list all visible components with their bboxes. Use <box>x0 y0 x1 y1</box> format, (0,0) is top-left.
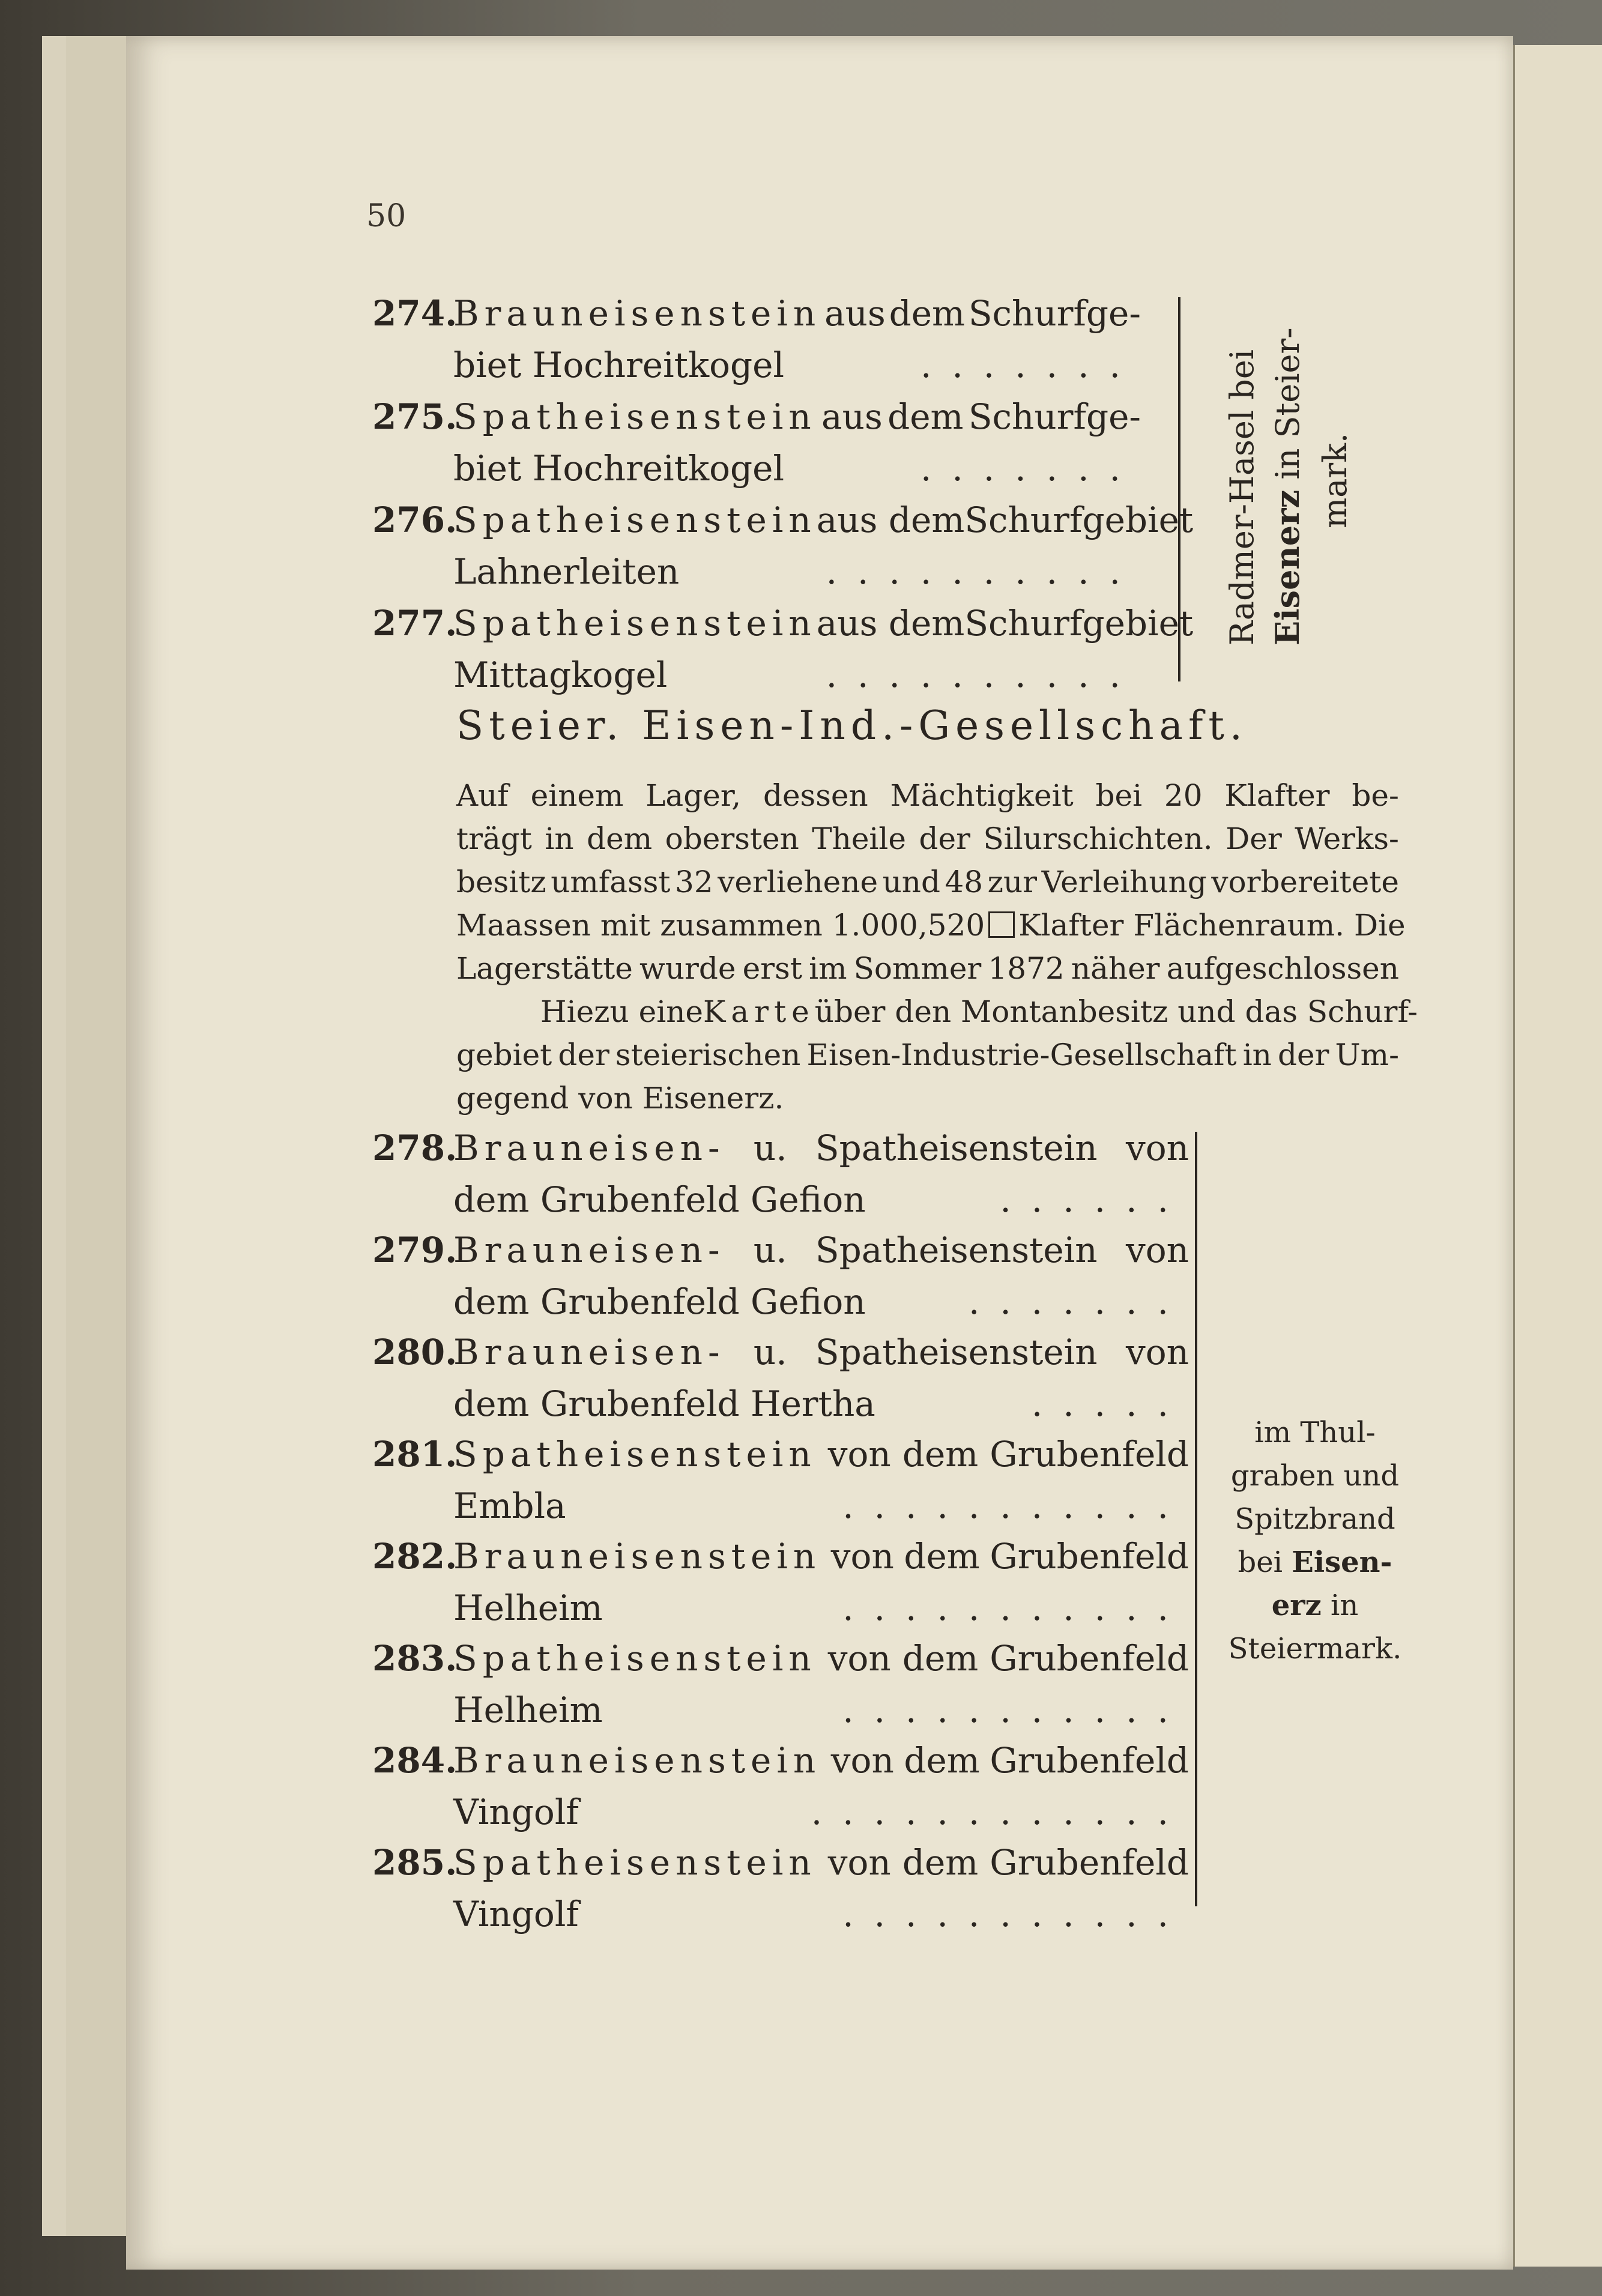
section-heading: Steier. Eisen-Ind.-Gesellschaft. <box>456 702 1248 749</box>
entry-locality: biet Hochreitkogel ....... <box>453 345 1141 385</box>
entry-description: Spatheisenstein aus dem Schurfgebiet <box>453 603 1194 644</box>
specimen-entry <box>372 1123 1189 1226</box>
entry-locality: dem Grubenfeld Gefion ...... <box>453 1179 1189 1220</box>
specimen-entry <box>372 495 1194 598</box>
entry-description: Brauneisenstein von dem Grubenfeld <box>453 1536 1189 1577</box>
entry-number: 280. <box>372 1332 458 1373</box>
entry-number: 282. <box>372 1536 458 1577</box>
specimen-entry <box>372 1327 1189 1430</box>
entry-locality: dem Grubenfeld Gefion ....... <box>453 1281 1189 1322</box>
entry-number: 277. <box>372 603 458 644</box>
specimen-entry <box>372 288 1141 391</box>
specimen-entry <box>372 391 1141 495</box>
entry-description: Spatheisenstein von dem Grubenfeld <box>453 1434 1189 1475</box>
location-label: mark. <box>1316 432 1354 528</box>
paragraph-line: Auf einem Lager, dessen Mächtigkeit bei 20 Klafter be- <box>456 778 1399 813</box>
entry-description: Brauneisen- u. Spatheisenstein von <box>453 1332 1189 1373</box>
entry-number: 283. <box>372 1638 458 1679</box>
facing-page-edge <box>1513 45 1602 2267</box>
location-label: Eisenerz in Steier- <box>1268 327 1307 645</box>
entry-description: Spatheisenstein aus dem Schurfge- <box>453 396 1141 437</box>
entry-description: Spatheisenstein aus dem Schurfgebiet <box>453 500 1194 540</box>
specimen-entry <box>372 1633 1189 1736</box>
entry-description: Brauneisenstein aus dem Schurfge- <box>453 293 1141 334</box>
entry-number: 279. <box>372 1230 458 1270</box>
specimen-entry <box>372 1735 1189 1838</box>
specimen-entry <box>372 1837 1189 1941</box>
entry-locality: biet Hochreitkogel ....... <box>453 448 1141 489</box>
location-label: Radmer-Hasel bei <box>1223 349 1261 645</box>
specimen-entry <box>372 1429 1189 1532</box>
entry-number: 274. <box>372 293 458 334</box>
entry-description: Brauneisenstein von dem Grubenfeld <box>453 1740 1189 1781</box>
entry-description: Brauneisen- u. Spatheisenstein von <box>453 1128 1189 1168</box>
square-symbol-icon <box>988 911 1015 938</box>
entry-locality: Vingolf ............ <box>453 1792 1189 1832</box>
entry-number: 281. <box>372 1434 458 1475</box>
entry-number: 275. <box>372 396 458 437</box>
entry-description: Brauneisen- u. Spatheisenstein von <box>453 1230 1189 1270</box>
entry-locality: Helheim ........... <box>453 1588 1189 1628</box>
paragraph-line: besitz umfasst 32 verliehene und 48 zur Verleihung vorbereitete <box>456 865 1399 899</box>
entry-description: Spatheisenstein von dem Grubenfeld <box>453 1842 1189 1883</box>
location-note: im Thul- graben und Spitzbrand bei Eisen- erz in Steiermark. <box>1228 1416 1402 1666</box>
paragraph-line: gegend von Eisenerz. <box>456 1081 784 1116</box>
entry-locality: Helheim ........... <box>453 1690 1189 1730</box>
group-bracket <box>1195 1132 1197 1906</box>
paragraph-line: Lagerstätte wurde erst im Sommer 1872 näher aufgeschlossen <box>456 951 1399 986</box>
entry-locality: dem Grubenfeld Hertha ..... <box>453 1383 1189 1424</box>
paragraph-line: Hiezu eine Karte über den Montanbesitz und das Schurf- <box>540 994 1418 1029</box>
specimen-entry <box>372 1225 1189 1328</box>
entry-number: 278. <box>372 1128 458 1168</box>
paragraph-line: gebiet der steierischen Eisen-Industrie-Gesellschaft in der Um- <box>456 1038 1399 1072</box>
entry-description: Spatheisenstein von dem Grubenfeld <box>453 1638 1189 1679</box>
entry-locality: Vingolf ........... <box>453 1894 1189 1935</box>
group-bracket <box>1178 297 1180 681</box>
specimen-entry <box>372 1531 1189 1634</box>
entry-number: 285. <box>372 1842 458 1883</box>
paragraph-line: trägt in dem obersten Theile der Silurschichten. Der Werks- <box>456 821 1399 856</box>
entry-locality: Embla ........... <box>453 1485 1189 1526</box>
page-number: 50 <box>366 198 407 234</box>
entry-number: 284. <box>372 1740 458 1781</box>
specimen-entry <box>372 598 1194 701</box>
entry-locality: Mittagkogel .......... <box>453 654 1141 695</box>
entry-number: 276. <box>372 500 458 540</box>
paragraph-line: Maassen mit zusammen 1.000,520 Klafter Flächenraum. Die <box>456 908 1406 943</box>
entry-locality: Lahnerleiten .......... <box>453 551 1141 592</box>
